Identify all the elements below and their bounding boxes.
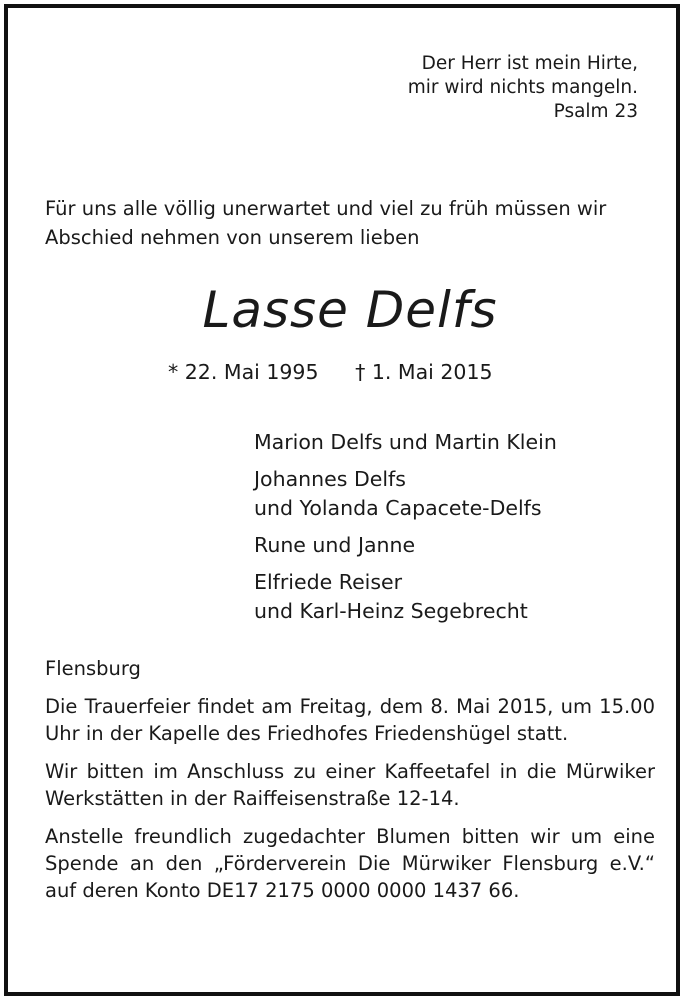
mourner-group [254,428,557,457]
deceased-name: Lasse Delfs [202,281,498,339]
funeral-paragraph: Die Trauerfeier findet am Freitag, dem 8. Mai 2015, um 15.00 Uhr in der Kapelle des Friedhofes Friedenshügel statt. [45,695,655,745]
reception-paragraph: Wir bitten im Anschluss zu einer Kaffeetafel in die Mürwiker Werkstätten in der Raiffeisenstraße 12-14. [45,760,655,810]
death-date: † 1. Mai 2015 [355,360,493,384]
life-dates [168,357,493,387]
mourner-line: und Yolanda Capacete-Delfs [254,496,542,520]
mourner-line: und Karl-Heinz Segebrecht [254,599,528,623]
intro-text [45,194,606,252]
psalm-line-2: mir wird nichts mangeln. [407,77,638,98]
intro-line-1: Für uns alle völlig unerwartet und viel zu früh müssen wir [45,197,607,220]
donation-paragraph: Anstelle freundlich zugedachter Blumen bitten wir um eine Spende an den „Förderverein Die Mürwiker Flensburg e.V.“ auf deren Konto DE17 2175 0000 0000 1437 66. [45,825,655,902]
ceremony-details [45,655,655,915]
mourner-line: Johannes Delfs [254,467,406,491]
birth-date: * 22. Mai 1995 [168,360,319,384]
psalm-source: Psalm 23 [553,101,638,122]
mourner-line: Marion Delfs und Martin Klein [254,430,557,454]
mourner-line: Elfriede Reiser [254,570,403,594]
mourner-group [254,531,557,560]
mourner-line: Rune und Janne [254,533,416,557]
mourner-group [254,568,557,626]
obituary-frame [4,4,680,996]
mourners-list [254,428,557,634]
intro-line-2: Abschied nehmen von unserem lieben [45,226,420,249]
mourner-group [254,465,557,523]
psalm-line-1: Der Herr ist mein Hirte, [421,53,638,74]
psalm-quote [408,52,638,124]
location: Flensburg [45,657,141,680]
